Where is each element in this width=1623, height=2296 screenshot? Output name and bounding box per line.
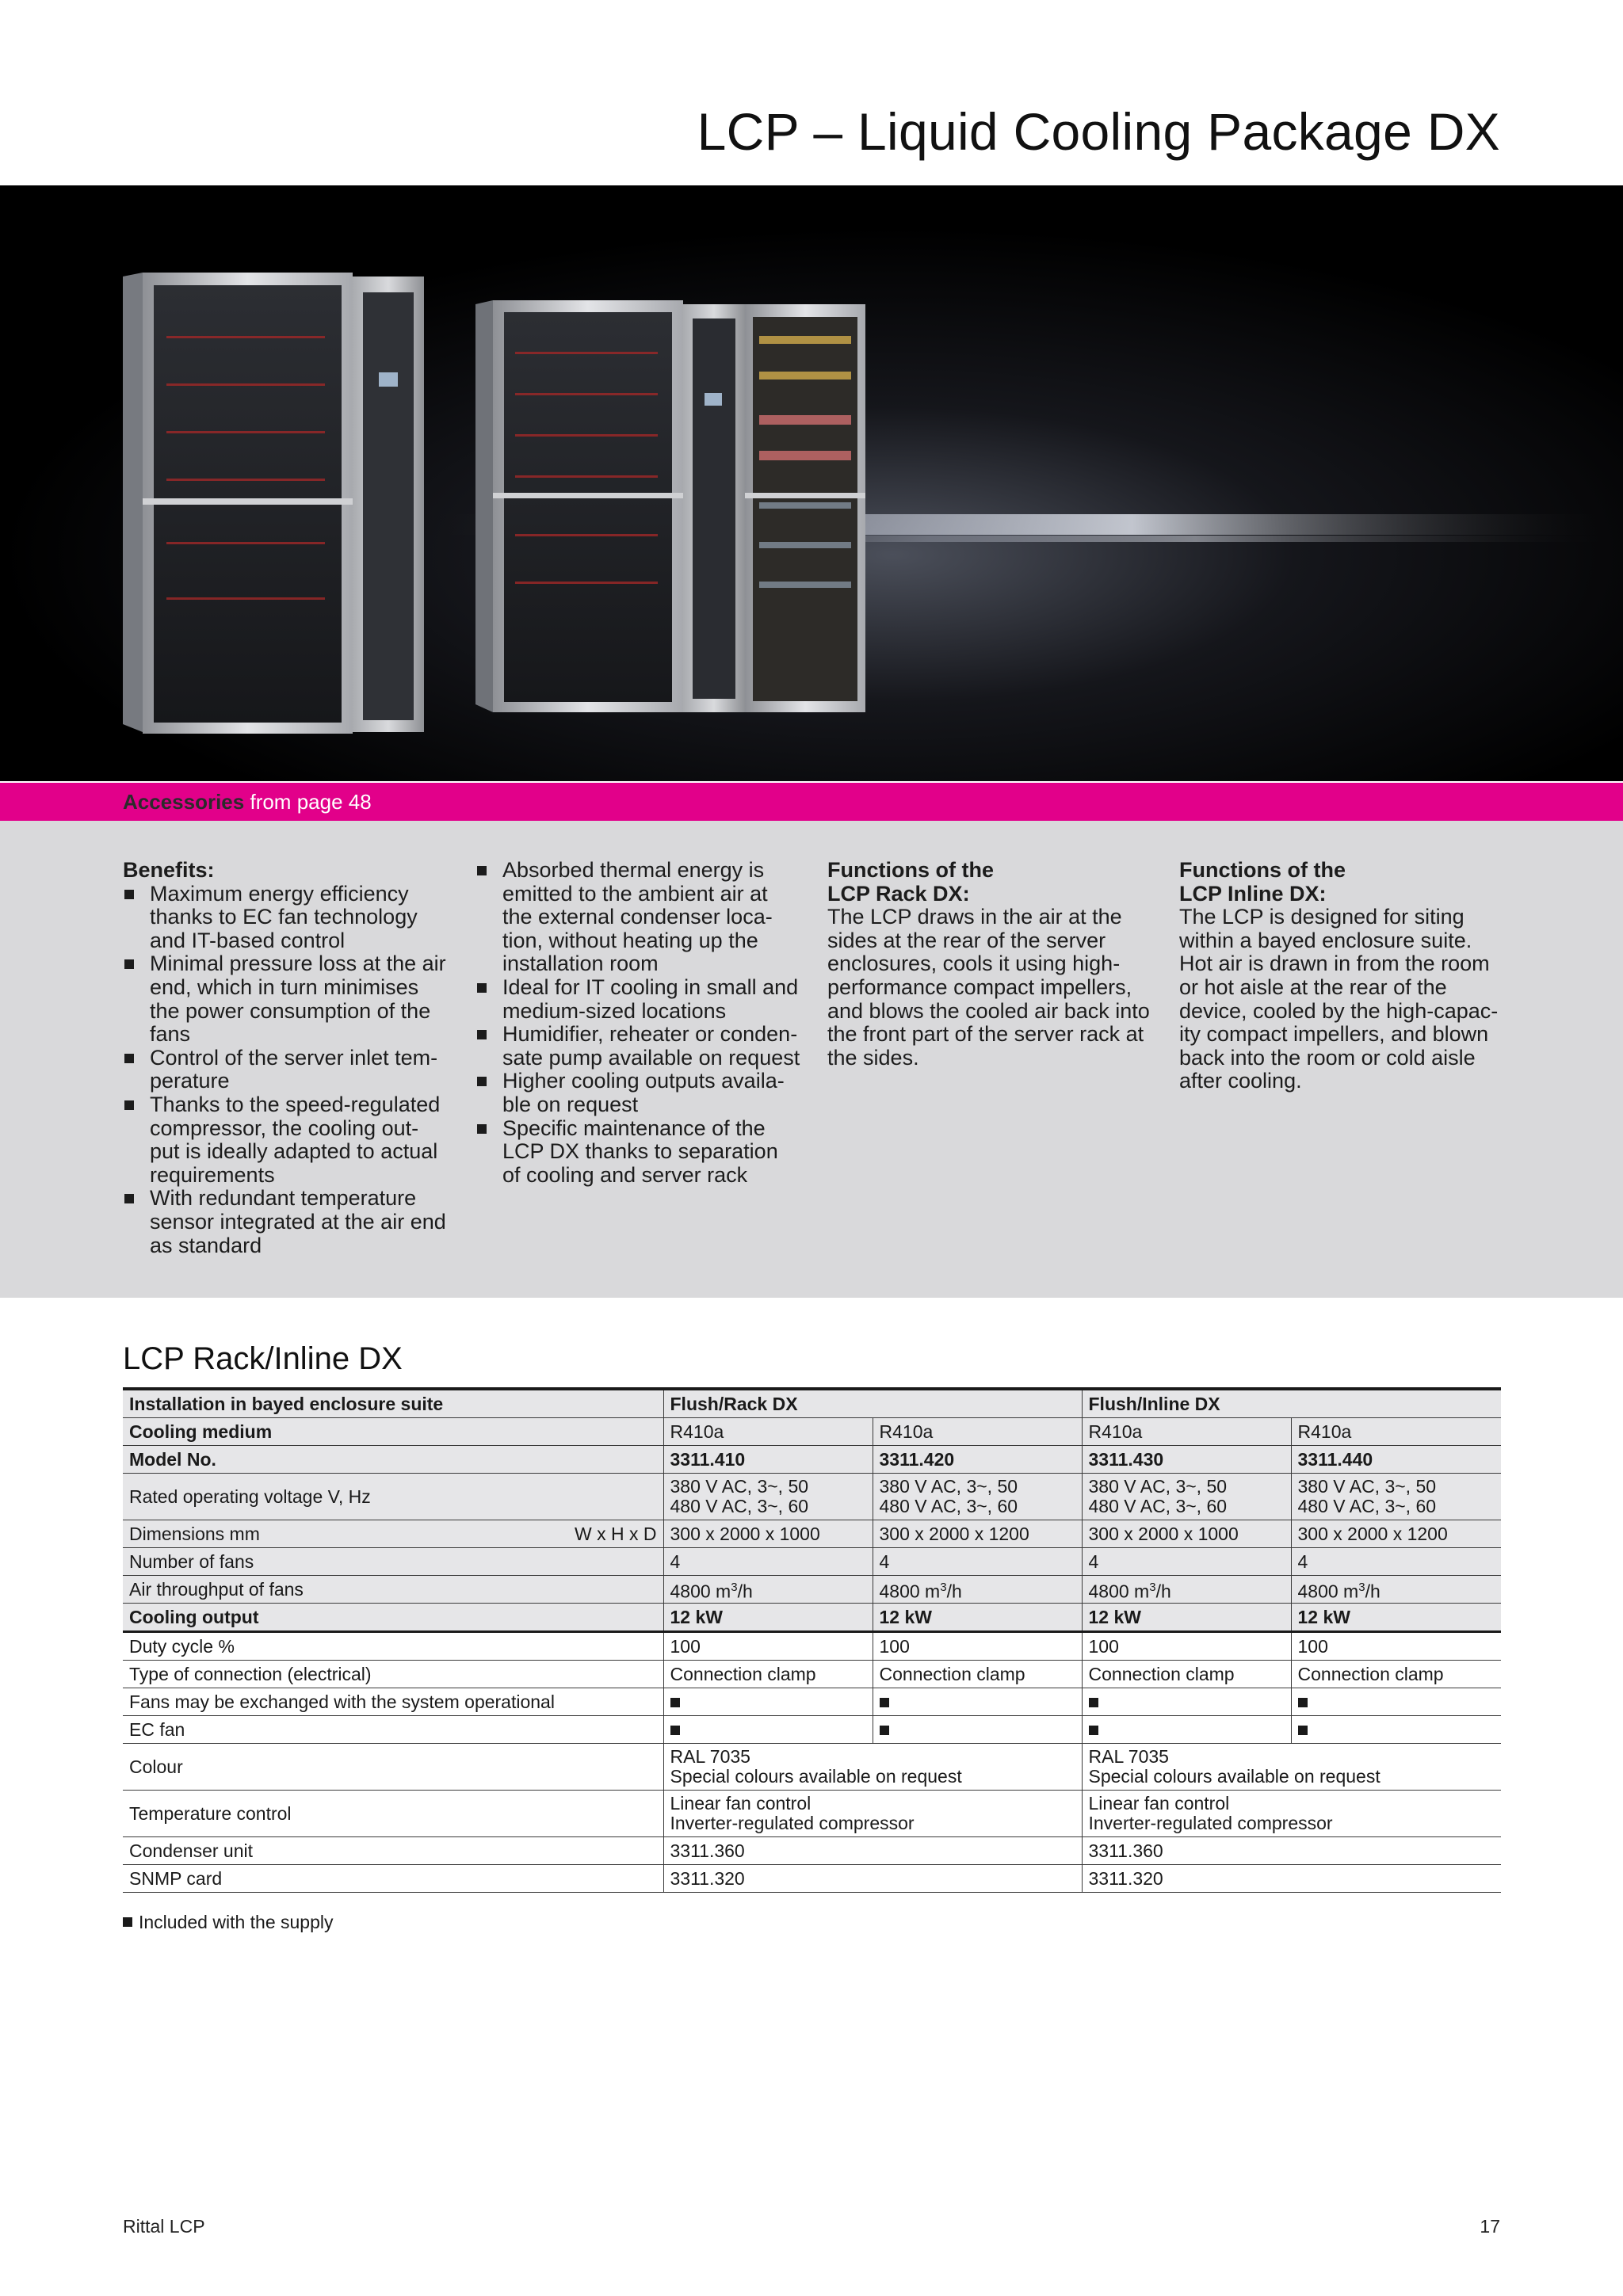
cell [1291, 1688, 1501, 1716]
row-label: Model No. [123, 1446, 663, 1474]
cell: 4800 $m^3/h$ [1291, 1576, 1501, 1604]
table-row [123, 1604, 1501, 1632]
included-square-icon [880, 1726, 889, 1735]
cell: Connection clamp [1291, 1661, 1501, 1688]
table-legend [123, 1912, 334, 1933]
benefits-column [123, 859, 448, 1257]
cell: 4800 $m^3/h$ [1082, 1576, 1291, 1604]
cell: 3311.360 [1082, 1837, 1501, 1865]
cell: 3311.440 [1291, 1446, 1501, 1474]
cell: Linear fan control Inverter-regulated compressor [663, 1791, 1082, 1837]
table-row [123, 1446, 1501, 1474]
included-square-icon [123, 1917, 132, 1927]
accessories-page-ref: from page 48 [250, 790, 372, 814]
page-title: LCP – Liquid Cooling Package DX [697, 102, 1500, 161]
cell: R410a [873, 1418, 1082, 1446]
included-square-icon [1089, 1698, 1098, 1707]
cell: 300 x 2000 x 1000 [1082, 1520, 1291, 1548]
cell: 3311.420 [873, 1446, 1082, 1474]
cell: 300 x 2000 x 1200 [1291, 1520, 1501, 1548]
row-label: Fans may be exchanged with the system operational [123, 1688, 663, 1716]
cell: 100 [1082, 1632, 1291, 1661]
cell: 4800 $m^3/h$ [873, 1576, 1082, 1604]
row-label: Duty cycle % [123, 1632, 663, 1661]
list-item: Higher cooling outputs availa-ble on request [475, 1070, 800, 1116]
cell [1291, 1716, 1501, 1744]
page-number: 17 [1480, 2216, 1500, 2237]
table-row [123, 1744, 1501, 1791]
cell: 3311.410 [663, 1446, 873, 1474]
list-item: Ideal for IT cooling in small and medium-sized locations [475, 976, 800, 1023]
accessories-label: Accessories [123, 790, 245, 814]
cell: 4 [873, 1548, 1082, 1576]
cell [1082, 1716, 1291, 1744]
cell: 12 kW [1082, 1604, 1291, 1632]
cell [873, 1688, 1082, 1716]
cell: 12 kW [1291, 1604, 1501, 1632]
row-label: Installation in bayed enclosure suite [123, 1389, 663, 1418]
rack-dx-text: The LCP draws in the air at the sides at the rear of the server enclosures, cools it using high-performance compact impellers, and blows the cooled air back into the front part of the server rack at the sides. [827, 905, 1150, 1070]
row-label: Cooling medium [123, 1418, 663, 1446]
row-label: Number of fans [123, 1548, 663, 1576]
cell: 12 kW [663, 1604, 873, 1632]
table-row [123, 1716, 1501, 1744]
table-row [123, 1865, 1501, 1893]
cell: 100 [663, 1632, 873, 1661]
table-row [123, 1548, 1501, 1576]
product-photo [0, 185, 1623, 781]
inline-dx-functions [1179, 859, 1508, 1093]
cell: 12 kW [873, 1604, 1082, 1632]
table-row [123, 1837, 1501, 1865]
included-square-icon [1089, 1726, 1098, 1735]
cell [663, 1716, 873, 1744]
cell: 3311.360 [663, 1837, 1082, 1865]
table-row [123, 1688, 1501, 1716]
table-row [123, 1576, 1501, 1604]
inline-dx-text: The LCP is designed for siting within a bayed enclosure suite. Hot air is drawn in from the room or hot aisle at the rear of the device, cooled by the high-capac-ity compact impellers, and blown back into the room or cold aisle after cooling. [1179, 905, 1499, 1093]
rack-dx-heading: Functions of the LCP Rack DX: [827, 858, 994, 906]
cell [663, 1688, 873, 1716]
list-item: Control of the server inlet tem-perature [123, 1047, 448, 1093]
inline-dx-heading: Functions of the LCP Inline DX: [1179, 858, 1346, 906]
cell: 4 [663, 1548, 873, 1576]
table-row [123, 1661, 1501, 1688]
cell: Connection clamp [873, 1661, 1082, 1688]
cell: 4 [1291, 1548, 1501, 1576]
cell: 380 V AC, 3~, 50 480 V AC, 3~, 60 [663, 1474, 873, 1520]
included-square-icon [670, 1726, 680, 1735]
cell: 100 [1291, 1632, 1501, 1661]
cell: RAL 7035 Special colours available on request [663, 1744, 1082, 1791]
benefits-heading: Benefits: [123, 858, 215, 882]
cell: 4 [1082, 1548, 1291, 1576]
rack-dx-functions [827, 859, 1156, 1070]
list-item: Humidifier, reheater or conden-sate pump available on request [475, 1023, 800, 1070]
cell: Linear fan control Inverter-regulated compressor [1082, 1791, 1501, 1837]
cell: R410a [1291, 1418, 1501, 1446]
cell: Connection clamp [1082, 1661, 1291, 1688]
cell: 3311.320 [663, 1865, 1082, 1893]
row-label: Condenser unit [123, 1837, 663, 1865]
table-row [123, 1791, 1501, 1837]
list-item: Minimal pressure loss at the air end, which in turn minimises the power consumption of the fans [123, 952, 448, 1046]
benefits-section [0, 821, 1623, 1298]
row-label: Rated operating voltage V, Hz [123, 1474, 663, 1520]
row-label: SNMP card [123, 1865, 663, 1893]
footer-brand: Rittal LCP [123, 2216, 205, 2237]
table-row [123, 1389, 1501, 1418]
row-label: EC fan [123, 1716, 663, 1744]
table-row [123, 1474, 1501, 1520]
cell: 300 x 2000 x 1200 [873, 1520, 1082, 1548]
cell: Flush/Inline DX [1082, 1389, 1501, 1418]
table-row [123, 1520, 1501, 1548]
list-item: With redundant temperature sensor integrated at the air end as standard [123, 1187, 448, 1257]
cell: 300 x 2000 x 1000 [663, 1520, 873, 1548]
cell: R410a [1082, 1418, 1291, 1446]
included-square-icon [1298, 1698, 1308, 1707]
cell: 3311.430 [1082, 1446, 1291, 1474]
list-item: Maximum energy efficiency thanks to EC fan technology and IT-based control [123, 883, 448, 953]
list-item: Specific maintenance of the LCP DX thanks to separation of cooling and server rack [475, 1117, 800, 1188]
legend-text: Included with the supply [139, 1912, 334, 1932]
included-square-icon [1298, 1726, 1308, 1735]
row-label: Air throughput of fans [123, 1576, 663, 1604]
cell: 4800 $m^3/h$ [663, 1576, 873, 1604]
row-label: Colour [123, 1744, 663, 1791]
row-label: Temperature control [123, 1791, 663, 1837]
table-row [123, 1632, 1501, 1661]
cell: Connection clamp [663, 1661, 873, 1688]
cell: RAL 7035 Special colours available on request [1082, 1744, 1501, 1791]
included-square-icon [880, 1698, 889, 1707]
cell: 380 V AC, 3~, 50 480 V AC, 3~, 60 [1082, 1474, 1291, 1520]
cell: Flush/Rack DX [663, 1389, 1082, 1418]
cell: 3311.320 [1082, 1865, 1501, 1893]
accessories-bar [0, 783, 1623, 821]
cell [873, 1716, 1082, 1744]
list-item: Absorbed thermal energy is emitted to the ambient air at the external condenser loca-tion, without heating up the installation room [475, 859, 800, 976]
included-square-icon [670, 1698, 680, 1707]
cell: 380 V AC, 3~, 50 480 V AC, 3~, 60 [1291, 1474, 1501, 1520]
cell: 100 [873, 1632, 1082, 1661]
cell: 380 V AC, 3~, 50 480 V AC, 3~, 60 [873, 1474, 1082, 1520]
spec-table [123, 1387, 1501, 1893]
table-row [123, 1418, 1501, 1446]
cell: R410a [663, 1418, 873, 1446]
table-title: LCP Rack/Inline DX [123, 1341, 403, 1376]
benefits-column-2 [475, 859, 800, 1187]
row-label: Cooling output [123, 1604, 663, 1632]
list-item: Thanks to the speed-regulated compressor, the cooling out-put is ideally adapted to actual requirements [123, 1093, 448, 1187]
row-label: Type of connection (electrical) [123, 1661, 663, 1688]
cell [1082, 1688, 1291, 1716]
row-label: Dimensions mm W x H x D [123, 1520, 663, 1548]
